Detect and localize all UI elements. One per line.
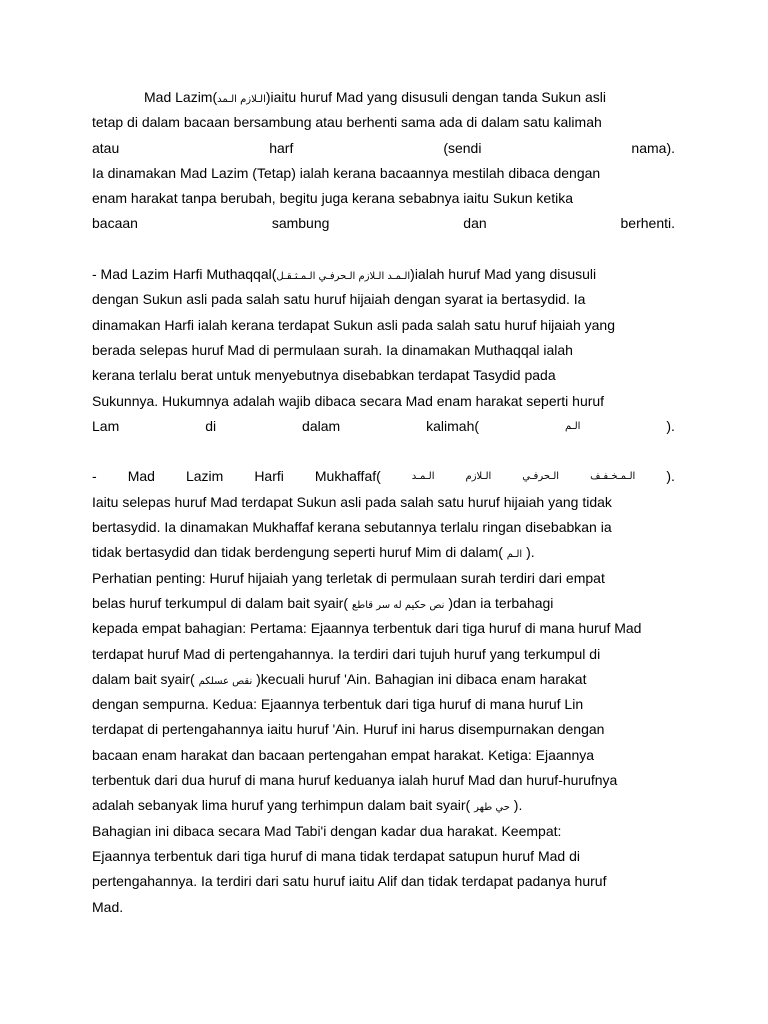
text-line: Sukunnya. Hukumnya adalah wajib dibaca secara Mad enam harakat seperti huruf	[92, 392, 605, 409]
text-line: berada selepas huruf Mad di permulaan surah. Ia dinamakan Muthaqqal ialah	[92, 341, 573, 358]
text-line: Ejaannya terbentuk dari tiga huruf di mana tidak terdapat satupun huruf Mad di	[92, 847, 580, 864]
word: Lam	[92, 417, 120, 434]
text-run: ).	[526, 544, 535, 561]
word: (sendi	[443, 139, 482, 156]
paragraph-spacer	[92, 439, 675, 464]
text-line	[92, 262, 675, 287]
text-line	[92, 414, 675, 439]
text-line	[92, 85, 675, 110]
text-run: )iaitu huruf Mad yang disusuli dengan tanda Sukun asli	[265, 89, 606, 105]
text-run: Mad Lazim(	[144, 89, 218, 105]
text-line: tetap di dalam bacaan bersambung atau berhenti sama ada di dalam satu kalimah	[92, 114, 602, 131]
word: Lazim	[185, 468, 224, 485]
arabic-text: الـحرفـي	[522, 471, 560, 483]
word: ).	[666, 468, 675, 485]
word: Harfi	[254, 468, 284, 485]
text-line: pertengahannya. Ia terdiri dari satu huruf iaitu Alif dan tidak terdapat padanya huruf	[92, 873, 607, 890]
arabic-text: الـمـخـفـف	[590, 471, 636, 483]
text-line: dengan sempurna. Kedua: Ejaannya terbentuk dari tiga huruf di mana huruf Lin	[92, 696, 584, 713]
word: bacaan	[92, 215, 138, 232]
word: Mukhaffaf(	[314, 468, 381, 485]
arabic-text: نقص عسلكم	[198, 675, 253, 687]
text-run: )ialah huruf Mad yang disusuli	[410, 266, 597, 283]
text-line: kerana terlalu berat untuk menyebutnya disebabkan terdapat Tasydid pada	[92, 367, 556, 384]
text-line: dengan Sukun asli pada salah satu huruf hijaiah dengan syarat ia bertasydid. Ia	[92, 291, 586, 308]
text-line	[92, 540, 675, 565]
arabic-text: حي طهر	[474, 802, 510, 814]
paragraph-mad-lazim	[92, 85, 675, 237]
word: dan	[463, 215, 487, 232]
text-line: Mad.	[92, 898, 124, 915]
text-line	[92, 211, 675, 236]
arabic-text: الـلازم	[465, 471, 492, 483]
arabic-text: الـم	[506, 549, 523, 561]
word: sambung	[271, 215, 330, 232]
text-run: belas huruf terkumpul di dalam bait syair(	[92, 594, 349, 611]
word: berhenti.	[620, 215, 675, 232]
text-line: kepada empat bahagian: Pertama: Ejaannya terbentuk dari tiga huruf di mana huruf Mad	[92, 620, 642, 637]
word: atau	[92, 139, 120, 156]
text-run: )kecuali huruf 'Ain. Bahagian ini dibaca enam harakat	[256, 670, 587, 687]
arabic-text: الـمـد الـلازم الـحرفـي الـمـثـقـل	[276, 271, 411, 283]
text-run: tidak bertasydid dan tidak berdengung seperti huruf Mim di dalam(	[92, 544, 503, 561]
word: -	[92, 468, 97, 485]
text-run: ).	[513, 797, 523, 814]
text-run: )dan ia terbahagi	[448, 594, 554, 611]
arabic-text: الـلازم الـمد	[217, 94, 266, 105]
paragraph-harfi-muthaqqal	[92, 262, 675, 439]
arabic-text: نص حكيم له سر قاطع	[351, 599, 445, 611]
text-run: - Mad Lazim Harfi Muthaqqal(	[92, 266, 277, 283]
paragraph-spacer	[92, 237, 675, 262]
text-line	[92, 591, 675, 616]
word: ).	[666, 417, 675, 434]
word: dalam	[302, 417, 341, 434]
word: kalimah(	[426, 417, 480, 434]
word: di	[205, 417, 217, 434]
paragraph-harfi-mukhaffaf	[92, 464, 675, 919]
text-line: dinamakan Harfi ialah kerana terdapat Sukun asli pada salah satu huruf hijaiah yang	[92, 316, 616, 333]
text-line: bacaan enam harakat dan bacaan pertengahan empat harakat. Ketiga: Ejaannya	[92, 746, 595, 763]
text-line: enam harakat tanpa berubah, begitu juga kerana sebabnya iaitu Sukun ketika	[92, 190, 574, 207]
arabic-text: الـم	[565, 420, 581, 432]
text-line: Ia dinamakan Mad Lazim (Tetap) ialah kerana bacaannya mestilah dibaca dengan	[92, 164, 601, 181]
text-line: terdapat huruf Mad di pertengahannya. Ia terdiri dari tujuh huruf yang terkumpul di	[92, 645, 601, 662]
text-line: Perhatian penting: Huruf hijaiah yang terletak di permulaan surah terdiri dari empat	[92, 569, 605, 586]
text-line: terdapat di pertengahannya iaitu huruf 'Ain. Huruf ini harus disempurnakan dengan	[92, 721, 605, 738]
text-line: Iaitu selepas huruf Mad terdapat Sukun asli pada salah satu huruf hijaiah yang tidak	[92, 493, 612, 510]
text-line	[92, 793, 675, 818]
arabic-text: الـمـد	[411, 471, 435, 483]
text-line	[92, 667, 675, 692]
word: nama).	[631, 139, 675, 156]
document-page	[92, 85, 675, 920]
text-line	[92, 464, 675, 489]
word: harf	[269, 139, 294, 156]
text-run: dalam bait syair(	[92, 670, 195, 687]
text-line	[92, 136, 675, 161]
text-run: adalah sebanyak lima huruf yang terhimpun dalam bait syair(	[92, 797, 471, 814]
text-line: Bahagian ini dibaca secara Mad Tabi'i dengan kadar dua harakat. Keempat:	[92, 822, 562, 839]
text-line: bertasydid. Ia dinamakan Mukhaffaf kerana sebutannya terlalu ringan disebabkan ia	[92, 519, 612, 536]
word: Mad	[127, 468, 155, 485]
text-line: terbentuk dari dua huruf di mana huruf keduanya ialah huruf Mad dan huruf-hurufnya	[92, 772, 618, 789]
